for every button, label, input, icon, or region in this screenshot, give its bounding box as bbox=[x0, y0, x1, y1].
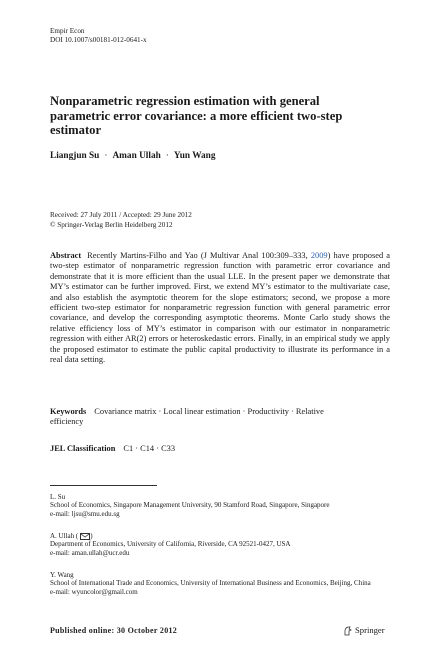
journal-header bbox=[50, 27, 147, 44]
affiliation-email[interactable]: e-mail: aman.ullah@ucr.edu bbox=[50, 548, 130, 557]
affiliation-name-row: A. Ullah ( ) bbox=[50, 532, 93, 540]
abstract-text-start: Recently Martins-Filho and Yao (J Multivar Anal 100:309–333, bbox=[87, 251, 311, 260]
publisher-name: Springer bbox=[355, 625, 385, 635]
author-list bbox=[50, 151, 216, 161]
article-history bbox=[50, 211, 192, 230]
author-separator: · bbox=[165, 151, 169, 161]
affiliation-su bbox=[50, 493, 390, 518]
affiliation-address: Department of Economics, University of California, Riverside, CA 92521-0427, USA bbox=[50, 540, 291, 549]
affiliation-name: Y. Wang bbox=[50, 571, 74, 579]
footnote-divider bbox=[50, 485, 157, 486]
copyright-notice: © Springer-Verlag Berlin Heidelberg 2012 bbox=[50, 220, 173, 229]
author-name: Yun Wang bbox=[173, 151, 216, 161]
journal-name: Empir Econ bbox=[50, 27, 85, 35]
affiliation-email[interactable]: e-mail: ljsu@smu.edu.sg bbox=[50, 509, 120, 518]
keywords-label: Keywords bbox=[50, 407, 87, 416]
abstract-text-rest: ) have proposed a two-step estimator of nonparametric regression function with parametric error covariance and demonstrate that it is more efficient than the usual LLE. In the present paper we demonstrate that MY’s estimator can be further improved. First, we extend MY’s estimator to the multivariate case, and also establish the asymptotic theorem for the slope estimators; second, we propose a more efficient two-step estimator for nonparametric regression function with general parametric error covariance, and develop the corresponding asymptotic theorems. Monte Carlo study shows the relative efficiency loss of MY’s estimator in comparison with our estimator in nonparametric regression with either AR(2) errors or heteroskedastic errors. Finally, in an empirical study we apply the proposed estimator to estimate the public capital productivity to illustrate its performance in a real data setting. bbox=[50, 251, 390, 365]
affiliation-name: L. Su bbox=[50, 493, 66, 501]
affiliation-address: School of Economics, Singapore Management University, 90 Stamford Road, Singapore, Singapore bbox=[50, 501, 330, 510]
abstract-block bbox=[50, 251, 390, 365]
affiliation-email[interactable]: e-mail: wyuncolor@gmail.com bbox=[50, 587, 138, 596]
citation-link[interactable]: 2009 bbox=[310, 251, 328, 260]
keywords-block bbox=[50, 407, 350, 428]
keywords-text: Covariance matrix · Local linear estimation · Productivity · Relative efficiency bbox=[50, 407, 324, 427]
jel-codes: C1 · C14 · C33 bbox=[123, 444, 176, 453]
author-separator: · bbox=[104, 151, 108, 161]
jel-label: JEL Classification bbox=[50, 444, 116, 453]
affiliation-address: School of International Trade and Economics, University of International Business and Economics, Beijing, China bbox=[50, 579, 371, 588]
abstract-label: Abstract bbox=[50, 251, 82, 260]
affiliation-ullah bbox=[50, 532, 390, 557]
author-name: Aman Ullah bbox=[112, 151, 161, 161]
affiliation-name: A. Ullah bbox=[50, 532, 75, 540]
published-online-date: Published online: 30 October 2012 bbox=[50, 626, 178, 635]
author-name: Liangjun Su bbox=[50, 151, 100, 161]
journal-doi: DOI 10.1007/s00181-012-0641-x bbox=[50, 35, 147, 44]
publisher-logo bbox=[343, 625, 385, 636]
envelope-icon bbox=[80, 533, 90, 540]
jel-classification bbox=[50, 444, 175, 453]
affiliation-wang bbox=[50, 571, 390, 596]
received-accepted-dates: Received: 27 July 2011 / Accepted: 29 June 2012 bbox=[50, 211, 192, 219]
springer-horse-icon bbox=[343, 626, 352, 636]
paper-title: Nonparametric regression estimation with general parametric error covariance: a more efficient two-step estimator bbox=[50, 94, 343, 138]
